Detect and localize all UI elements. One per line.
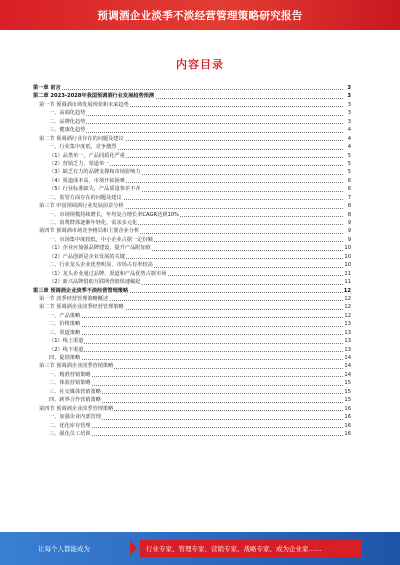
toc-entry[interactable] xyxy=(33,413,351,421)
toc-entry[interactable] xyxy=(33,109,351,117)
toc-entry[interactable] xyxy=(33,194,351,202)
toc-entry-page: 3 xyxy=(347,110,351,117)
toc-entry[interactable] xyxy=(33,253,351,261)
toc-entry-page: 5 xyxy=(347,160,351,167)
toc-entry[interactable] xyxy=(33,388,351,396)
toc-entry-label: 第三章 预调酒企业淡季不淡经营管理策略 xyxy=(33,287,129,294)
toc-entry-page: 16 xyxy=(344,422,351,429)
toc-leader-dots xyxy=(49,385,343,386)
toc-entry-page: 12 xyxy=(344,295,351,302)
page-header xyxy=(0,0,400,30)
toc-entry-page: 14 xyxy=(344,363,351,370)
toc-entry[interactable] xyxy=(33,135,351,143)
toc-entry[interactable] xyxy=(33,405,351,413)
toc-entry[interactable] xyxy=(33,244,351,252)
toc-entry-page: 10 xyxy=(344,262,351,269)
toc-entry-label: （2）新兴品牌借助互联网营销快速崛起 xyxy=(49,279,141,286)
toc-entry-label: 四、促销策略 xyxy=(49,355,81,361)
toc-entry-label: 四、跨界合作营销策略 xyxy=(49,397,101,404)
toc-entry[interactable] xyxy=(33,143,351,151)
toc-entry[interactable] xyxy=(33,261,351,269)
toc-entry[interactable] xyxy=(33,371,351,379)
toc-entry-label: 二、消费群体逐渐年轻化，需求多元化 xyxy=(49,220,138,226)
toc-entry[interactable] xyxy=(33,287,351,295)
toc-entry-page: 3 xyxy=(347,101,351,108)
toc-entry-page: 12 xyxy=(344,304,351,311)
toc-entry-label: 第四节 预调酒市场竞争格局和主要企业分析 xyxy=(39,228,140,235)
toc-entry[interactable] xyxy=(33,295,351,303)
toc-entry-label: 一、产品策略 xyxy=(49,312,81,319)
toc-entry-page: 15 xyxy=(344,380,351,387)
toc-entry[interactable] xyxy=(33,101,351,109)
page-footer xyxy=(0,532,400,565)
toc-entry[interactable] xyxy=(33,346,351,354)
toc-entry-label: 一、市场集中度较低，中小企业占据一定份额 xyxy=(49,236,153,243)
toc-entry-label: （2）产品创新是企业发展的关键 xyxy=(49,253,125,260)
toc-entry-label: 一、加强企业内部管理 xyxy=(49,414,101,421)
toc-entry-label: （2）线下渠道 xyxy=(49,346,84,353)
toc-entry-label: 第四节 预调酒企业淡季管理策略 xyxy=(39,405,114,412)
toc-entry-label: （1）龙头企业通过品牌、渠道和产品优势占据市场 xyxy=(49,270,167,277)
toc-entry-page: 4 xyxy=(347,135,351,142)
toc-entry-label: （1）线上渠道 xyxy=(49,338,84,345)
toc-entry-page: 14 xyxy=(344,355,351,361)
toc-entry[interactable] xyxy=(33,422,351,430)
toc-leader-dots xyxy=(49,132,343,133)
toc-entry-page: 13 xyxy=(344,338,351,345)
toc-entry-page: 8 xyxy=(347,211,351,218)
toc-entry-page: 13 xyxy=(344,346,351,353)
toc-leader-dots xyxy=(49,427,343,428)
toc-leader-dots xyxy=(49,435,343,436)
footer-slogan-right: 行业专家、管理专家、营销专家、战略专家、成为企业家…… xyxy=(146,545,322,553)
toc-entry-page: 6 xyxy=(347,186,351,193)
toc-entry-page: 3 xyxy=(347,85,351,91)
toc-entry-page: 6 xyxy=(347,177,351,184)
toc-entry-label: 二、监管方面存在的问题及建议 xyxy=(49,194,122,201)
toc-entry-label: （2）营销乏力，渠道单一 xyxy=(49,160,110,167)
toc-entry-label: 第三节 预调酒企业淡季营销策略 xyxy=(39,363,114,370)
toc-entry-page: 16 xyxy=(344,405,351,412)
toc-entry-page: 14 xyxy=(344,371,351,378)
arrow-icon xyxy=(130,541,137,555)
toc-entry-page: 10 xyxy=(344,245,351,252)
toc-entry-label: 第二节 预调酒行业存在的问题及建议 xyxy=(39,135,124,142)
toc-entry-label: 第二章 2023-2028年我国预调酒行业发展趋势预测 xyxy=(33,93,155,100)
toc-entry-label: 一、精准营销策略 xyxy=(49,371,91,378)
footer-slogan-left: 让每个人都能成为 xyxy=(38,545,90,553)
toc-entry-page: 5 xyxy=(347,152,351,159)
toc-entry[interactable] xyxy=(33,168,351,176)
toc-entry[interactable] xyxy=(33,312,351,320)
toc-entry[interactable] xyxy=(33,219,351,227)
toc-entry-label: 一、行业集中度低，竞争激烈 xyxy=(49,144,117,151)
toc-leader-dots xyxy=(49,317,343,318)
toc-entry-page: 9 xyxy=(347,236,351,243)
toc-entry[interactable] xyxy=(33,160,351,168)
toc-entry[interactable] xyxy=(33,354,351,362)
toc-entry-page: 7 xyxy=(347,194,351,201)
toc-entry[interactable] xyxy=(33,92,351,100)
toc-entry[interactable] xyxy=(33,303,351,311)
toc-entry-label: 三、社交媒体营销策略 xyxy=(49,388,101,395)
toc-entry[interactable] xyxy=(33,177,351,185)
toc-entry-label: 二、优化库存管理 xyxy=(49,422,91,429)
toc-entry-label: （4）渠道成本高，市场开拓困难 xyxy=(49,177,125,184)
toc-entry-label: 第一节 预调酒市场发展现状和未来趋势 xyxy=(39,101,129,108)
toc-entry[interactable] xyxy=(33,236,351,244)
toc-entry-page: 15 xyxy=(344,397,351,404)
toc-leader-dots xyxy=(49,123,343,124)
toc-leader-dots xyxy=(33,89,343,90)
toc-entry-label: 一、市场规模持续增长，年均复合增长率CAGR达到10% xyxy=(49,211,179,218)
toc-entry-label: 第一章 前言 xyxy=(33,85,61,91)
toc-entry-page: 16 xyxy=(344,430,351,437)
toc-entry[interactable] xyxy=(33,84,351,92)
toc-entry-page: 11 xyxy=(344,279,351,286)
toc-entry[interactable] xyxy=(33,152,351,160)
toc-entry-label: 二、体验营销策略 xyxy=(49,380,91,387)
toc-entry-page: 5 xyxy=(347,169,351,176)
toc-entry-label: 第二节 预调酒企业淡季经营管理策略 xyxy=(39,304,124,311)
toc-entry-page: 12 xyxy=(343,287,351,294)
toc-entry-page: 12 xyxy=(344,312,351,319)
toc-entry-label: 第三节 中国预调酒行业发展前景分析 xyxy=(39,203,124,210)
toc-entry[interactable] xyxy=(33,118,351,126)
toc-entry-page: 10 xyxy=(344,253,351,260)
toc-entry-label: 三、强化员工培训 xyxy=(49,430,91,437)
toc-entry-page: 3 xyxy=(347,118,351,125)
toc-entry[interactable] xyxy=(33,430,351,438)
toc-entry[interactable] xyxy=(33,396,351,404)
toc-entry-page: 13 xyxy=(344,329,351,336)
toc-entry-page: 15 xyxy=(344,388,351,395)
toc-entry-page: 3 xyxy=(347,93,351,100)
toc-entry-page: 16 xyxy=(344,414,351,421)
toc-entry-page: 4 xyxy=(347,144,351,151)
toc-leader-dots xyxy=(49,115,343,116)
toc-entry-label: （1）企业应加强品牌建设，提升产品附加值 xyxy=(49,245,151,252)
toc-list xyxy=(33,84,351,438)
toc-entry-label: 三、渠道策略 xyxy=(49,329,81,336)
report-title: 预调酒企业淡季不淡经营管理策略研究报告 xyxy=(97,10,303,22)
toc-entry[interactable] xyxy=(33,362,351,370)
toc-entry-label: （1）品类单一，产品同质化严重 xyxy=(49,152,125,159)
toc-entry[interactable] xyxy=(33,185,351,193)
toc-leader-dots xyxy=(49,334,343,335)
toc-entry-label: 三、健康化趋势 xyxy=(49,127,86,134)
toc-entry-page: 13 xyxy=(344,321,351,328)
toc-leader-dots xyxy=(49,376,343,377)
toc-entry-label: 二、行业龙头企业优势明显，市场占有率较高 xyxy=(49,262,153,269)
toc-entry-label: （5）行业标准缺失，产品质量参差不齐 xyxy=(49,186,141,193)
toc-entry-label: 二、价格策略 xyxy=(49,321,81,328)
toc-entry-label: 第一节 淡季经营管理策略概述 xyxy=(39,295,109,302)
toc-entry[interactable] xyxy=(33,211,351,219)
toc-entry[interactable] xyxy=(33,202,351,210)
toc-entry[interactable] xyxy=(33,379,351,387)
toc-leader-dots xyxy=(49,359,343,360)
toc-entry[interactable] xyxy=(33,320,351,328)
toc-leader-dots xyxy=(49,326,343,327)
toc-entry[interactable] xyxy=(33,337,351,345)
toc-entry-page: 11 xyxy=(344,270,351,277)
toc-entry-label: 一、高端化趋势 xyxy=(49,110,86,117)
toc-entry-label: 二、品牌化趋势 xyxy=(49,118,86,125)
toc-leader-dots xyxy=(49,351,343,352)
toc-leader-dots xyxy=(49,343,343,344)
toc-entry-page: 4 xyxy=(347,127,351,134)
toc-entry-page: 8 xyxy=(347,203,351,210)
toc-entry-page: 9 xyxy=(347,228,351,235)
toc-entry[interactable] xyxy=(33,278,351,286)
toc-entry[interactable] xyxy=(33,227,351,235)
toc-entry[interactable] xyxy=(33,329,351,337)
toc-entry-page: 9 xyxy=(347,220,351,226)
toc-entry-label: （3）缺乏有力的品牌支撑和市场影响力 xyxy=(49,169,141,176)
toc-entry[interactable] xyxy=(33,270,351,278)
toc-entry[interactable] xyxy=(33,126,351,134)
toc-title: 内容目录 xyxy=(176,58,224,71)
